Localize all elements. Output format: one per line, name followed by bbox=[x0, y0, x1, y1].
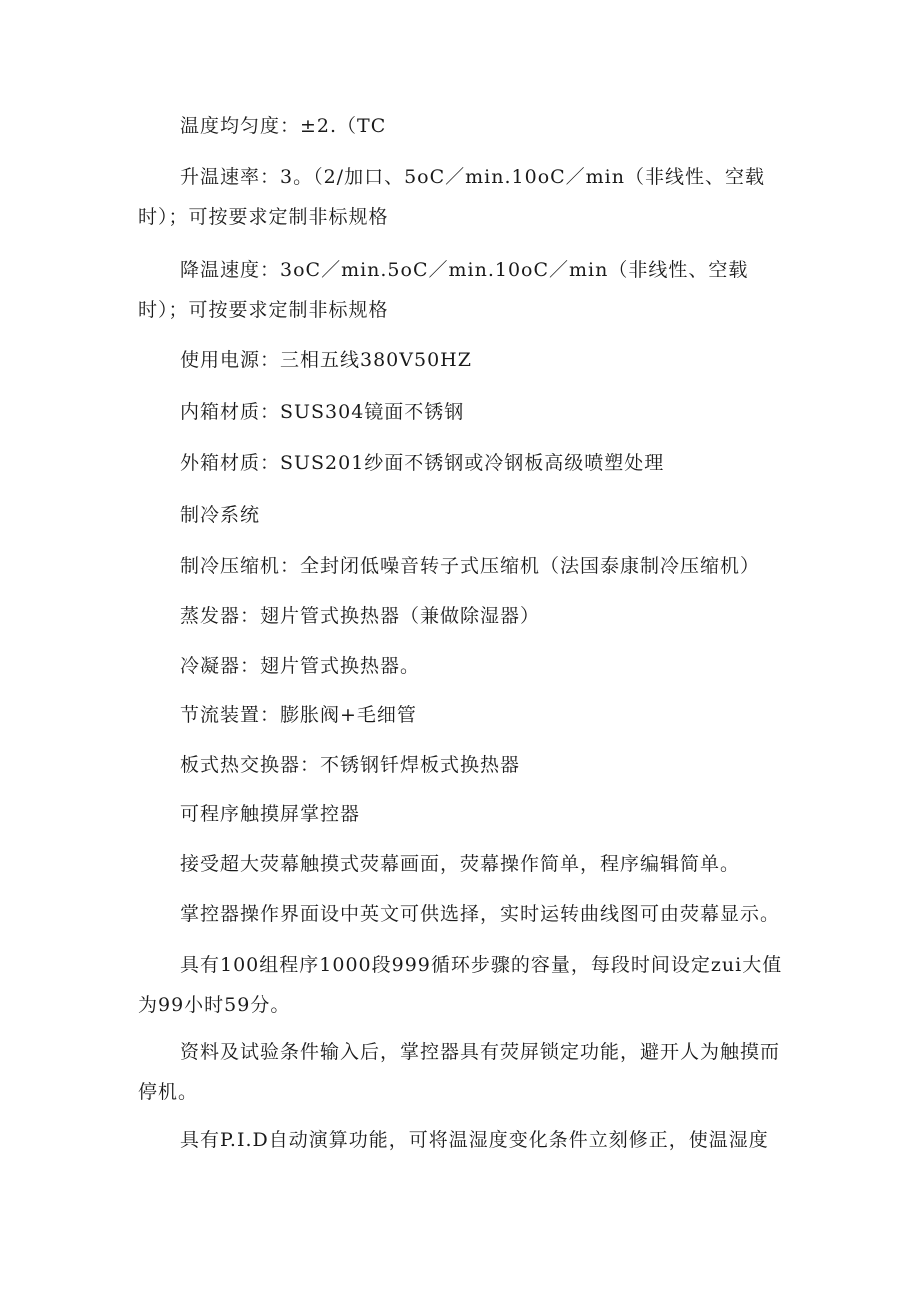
paragraph-text: 使用电源：三相五线380V50HZ bbox=[180, 349, 472, 371]
paragraph-temperature-uniformity bbox=[138, 106, 798, 146]
paragraph-compressor bbox=[138, 546, 798, 586]
paragraph-outer-material bbox=[138, 443, 798, 483]
paragraph-power-supply bbox=[138, 340, 798, 380]
paragraph-text: 节流装置：膨胀阀+毛细管 bbox=[180, 704, 417, 726]
paragraph-program-capacity bbox=[138, 945, 798, 1025]
paragraph-text: 制冷压缩机：全封闭低噪音转子式压缩机（法国泰康制冷压缩机） bbox=[180, 555, 761, 577]
paragraph-text: 具有100组程序1000段999循环步骤的容量，每段时间设定zui大值为99小时59分。 bbox=[138, 954, 783, 1016]
paragraph-pid-function bbox=[138, 1120, 798, 1160]
paragraph-text: 接受超大荧幕触摸式荧幕画面，荧幕操作简单，程序编辑简单。 bbox=[180, 853, 741, 875]
paragraph-screen-lock bbox=[138, 1032, 798, 1112]
paragraph-text: 掌控器操作界面设中英文可供选择，实时运转曲线图可由荧幕显示。 bbox=[180, 903, 781, 925]
paragraph-text: 可程序触摸屏掌控器 bbox=[180, 803, 361, 825]
paragraph-inner-material bbox=[138, 392, 798, 432]
paragraph-throttle bbox=[138, 695, 798, 735]
paragraph-refrigeration-heading bbox=[138, 495, 798, 535]
paragraph-text: 温度均匀度：±2.（TC bbox=[180, 115, 387, 137]
paragraph-touchscreen bbox=[138, 844, 798, 884]
paragraph-interface-language bbox=[138, 894, 798, 934]
paragraph-cooling-rate bbox=[138, 250, 798, 330]
paragraph-evaporator bbox=[138, 596, 798, 636]
paragraph-text: 降温速度：3oC／min.5oC／min.10oC／min（非线性、空载时）；可按要求定制非标规格 bbox=[138, 259, 749, 321]
paragraph-condenser bbox=[138, 646, 798, 686]
paragraph-controller-heading bbox=[138, 794, 798, 834]
paragraph-text: 制冷系统 bbox=[180, 504, 261, 526]
paragraph-text: 资料及试验条件输入后，掌控器具有荧屏锁定功能，避开人为触摸而停机。 bbox=[138, 1041, 781, 1103]
paragraph-text: 升温速率：3。（2/加口、5oC／min.10oC／min（非线性、空载时）；可按要求定制非标规格 bbox=[138, 166, 765, 228]
paragraph-text: 具有P.I.D自动演算功能，可将温湿度变化条件立刻修正，使温湿度 bbox=[180, 1129, 769, 1151]
paragraph-text: 外箱材质：SUS201纱面不锈钢或冷钢板高级喷塑处理 bbox=[180, 452, 665, 474]
paragraph-text: 板式热交换器：不锈钢钎焊板式换热器 bbox=[180, 754, 521, 776]
paragraph-text: 内箱材质：SUS304镜面不锈钢 bbox=[180, 401, 465, 423]
paragraph-text: 蒸发器：翅片管式换热器（兼做除湿器） bbox=[180, 605, 541, 627]
paragraph-plate-heat-exchanger bbox=[138, 745, 798, 785]
paragraph-text: 冷凝器：翅片管式换热器。 bbox=[180, 655, 421, 677]
paragraph-heating-rate bbox=[138, 157, 798, 237]
